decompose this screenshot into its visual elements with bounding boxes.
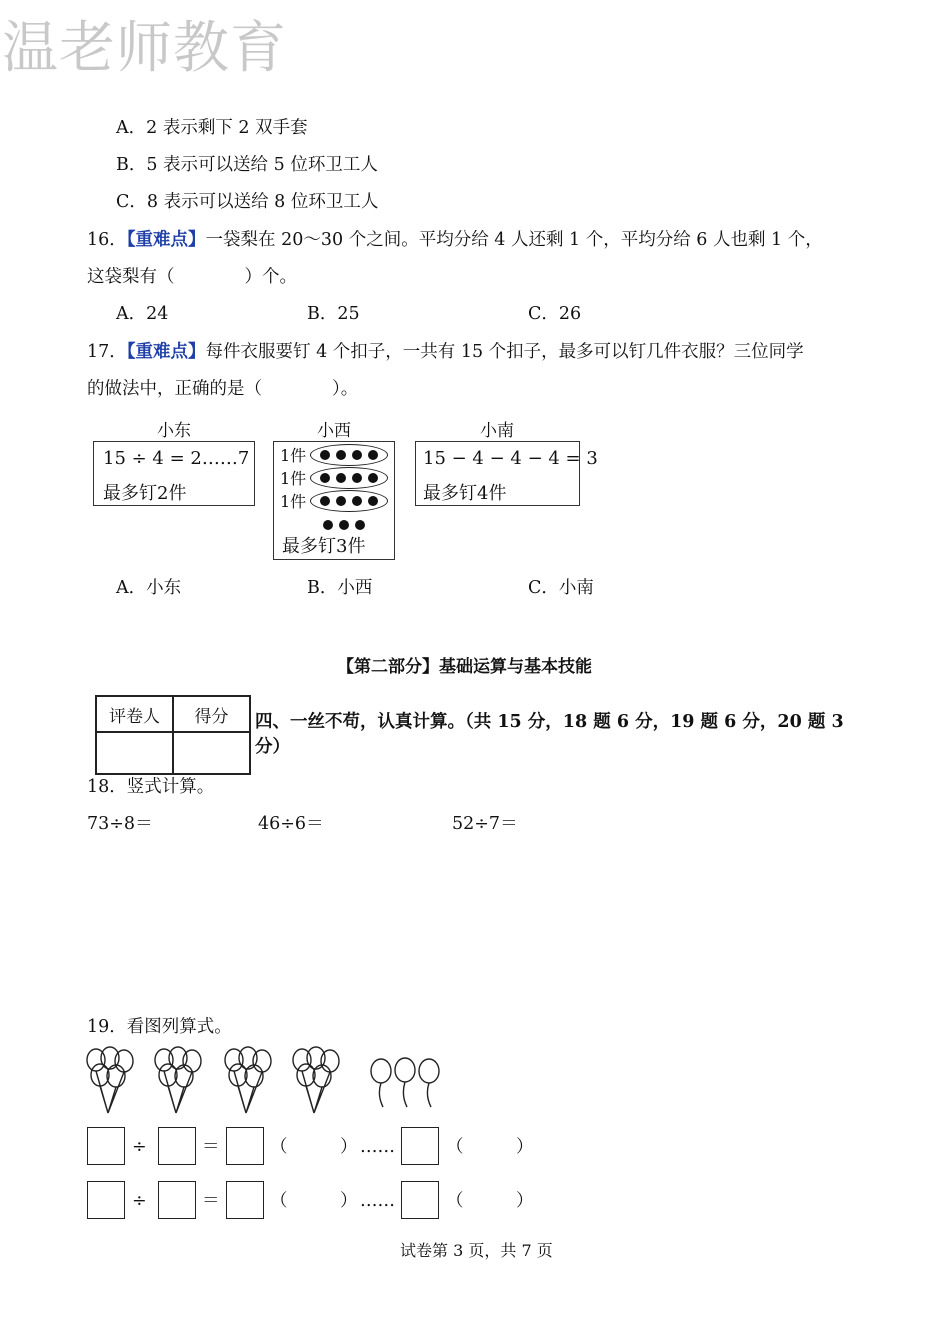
button-dot xyxy=(323,520,333,530)
q15-option-b: B．5 表示可以送给 5 位环卫工人 xyxy=(116,155,378,175)
page-footer: 试卷第 3 页，共 7 页 xyxy=(400,1241,553,1260)
q17-tag: 【重难点】 xyxy=(126,342,206,362)
watermark: 温老师教育 xyxy=(2,16,287,81)
score-table-header-grader: 评卷人 xyxy=(96,696,173,732)
xiaodong-result: 最多钉2件 xyxy=(103,483,187,504)
equals-sign: ＝ xyxy=(202,1191,220,1211)
q17-option-a: A．小东 xyxy=(116,578,182,598)
unit-paren[interactable]: （ ） xyxy=(270,1191,358,1211)
remainder-ellipsis: …… xyxy=(360,1137,395,1157)
score-table-score-cell xyxy=(173,732,250,774)
button-dot xyxy=(336,496,346,506)
unit-paren[interactable]: （ ） xyxy=(270,1137,358,1157)
balloon-bunch-3 xyxy=(225,1047,271,1113)
button-dot xyxy=(352,450,362,460)
xiaonan-box xyxy=(415,441,598,506)
xiaonan-result: 最多钉4件 xyxy=(423,483,507,504)
balloon-bunch-2 xyxy=(155,1047,201,1113)
xiaodong-equation: 15 ÷ 4 = 2……7 xyxy=(103,448,250,469)
section4-title: 四、一丝不苟，认真计算。（共 15 分，18 题 6 分，19 题 6 分，20 题 3 xyxy=(255,712,844,732)
divide-sign: ÷ xyxy=(132,1191,147,1211)
xiaodong-box xyxy=(93,441,255,506)
xiaonan-title: 小南 xyxy=(480,421,514,441)
q17-option-b: B．小西 xyxy=(307,578,373,598)
q18-item-3: 52÷7＝ xyxy=(452,814,518,834)
answer-box[interactable] xyxy=(158,1181,196,1219)
balloon-picture xyxy=(82,1045,462,1120)
xiaoxi-group-2 xyxy=(310,467,388,489)
xiaoxi-row3-label: 1件 xyxy=(280,492,307,511)
xiaoxi-group-1 xyxy=(310,444,388,466)
answer-box[interactable] xyxy=(158,1127,196,1165)
button-dot xyxy=(352,496,362,506)
button-dot xyxy=(339,520,349,530)
q16-tag: 【重难点】 xyxy=(126,230,206,250)
xiaoxi-row2-label: 1件 xyxy=(280,469,307,488)
score-table-grader-cell xyxy=(96,732,173,774)
q18-item-2: 46÷6＝ xyxy=(258,814,324,834)
divide-sign: ÷ xyxy=(132,1137,147,1157)
button-dot xyxy=(368,450,378,460)
unit-paren[interactable]: （ ） xyxy=(446,1191,534,1211)
answer-box[interactable] xyxy=(401,1181,439,1219)
balloon-bunch-4 xyxy=(293,1047,339,1113)
xiaoxi-title: 小西 xyxy=(317,421,351,441)
xiaoxi-row1-label: 1件 xyxy=(280,446,307,465)
equals-sign: ＝ xyxy=(202,1137,220,1157)
q16-option-c: C．26 xyxy=(528,304,582,324)
q15-option-c: C．8 表示可以送给 8 位环卫工人 xyxy=(116,192,379,212)
q16-option-a: A．24 xyxy=(116,304,169,324)
q17-option-c: C．小南 xyxy=(528,578,594,598)
q18-item-1: 73÷8＝ xyxy=(87,814,153,834)
button-dot xyxy=(320,496,330,506)
xiaoxi-result: 最多钉3件 xyxy=(282,536,366,557)
q16-number: 16． xyxy=(87,230,127,250)
xiaoxi-box xyxy=(273,441,395,560)
button-dot xyxy=(368,473,378,483)
balloon-bunch-1 xyxy=(87,1047,133,1113)
answer-box[interactable] xyxy=(87,1181,125,1219)
q17-text1: 每件衣服要钉 4 个扣子，一共有 15 个扣子，最多可以钉几件衣服？三位同学 xyxy=(205,342,804,362)
xiaoxi-group-3 xyxy=(310,490,388,512)
answer-box[interactable] xyxy=(87,1127,125,1165)
q16-option-b: B．25 xyxy=(307,304,360,324)
xiaodong-title: 小东 xyxy=(157,421,191,441)
answer-box[interactable] xyxy=(226,1181,264,1219)
remainder-ellipsis: …… xyxy=(360,1191,395,1211)
q17-number: 17． xyxy=(87,342,127,362)
button-dot xyxy=(336,473,346,483)
q17-stem xyxy=(87,341,804,363)
button-dot xyxy=(355,520,365,530)
button-dot xyxy=(320,450,330,460)
button-dot xyxy=(320,473,330,483)
q16-text2: 这袋梨有（ ）个。 xyxy=(87,267,297,287)
q16-text1: 一袋梨在 20～30 个之间。平均分给 4 人还剩 1 个，平均分给 6 人也剩 1 个， xyxy=(205,230,823,250)
xiaonan-equation: 15 − 4 − 4 − 4 = 3 xyxy=(423,448,598,469)
q17-text2: 的做法中，正确的是（ ）。 xyxy=(87,379,359,399)
part2-title: 【第二部分】基础运算与基本技能 xyxy=(337,657,592,677)
score-table xyxy=(95,695,251,775)
button-dot xyxy=(336,450,346,460)
button-dot xyxy=(368,496,378,506)
answer-box[interactable] xyxy=(401,1127,439,1165)
balloon-singles xyxy=(371,1058,439,1107)
section4-title-cont: 分） xyxy=(255,737,290,757)
q18-title: 18．竖式计算。 xyxy=(87,777,215,797)
button-dot xyxy=(352,473,362,483)
q16-stem xyxy=(87,229,823,251)
answer-box[interactable] xyxy=(226,1127,264,1165)
unit-paren[interactable]: （ ） xyxy=(446,1137,534,1157)
q15-option-a: A．2 表示剩下 2 双手套 xyxy=(116,118,308,138)
q19-title: 19．看图列算式。 xyxy=(87,1017,232,1037)
score-table-header-score: 得分 xyxy=(173,696,250,732)
